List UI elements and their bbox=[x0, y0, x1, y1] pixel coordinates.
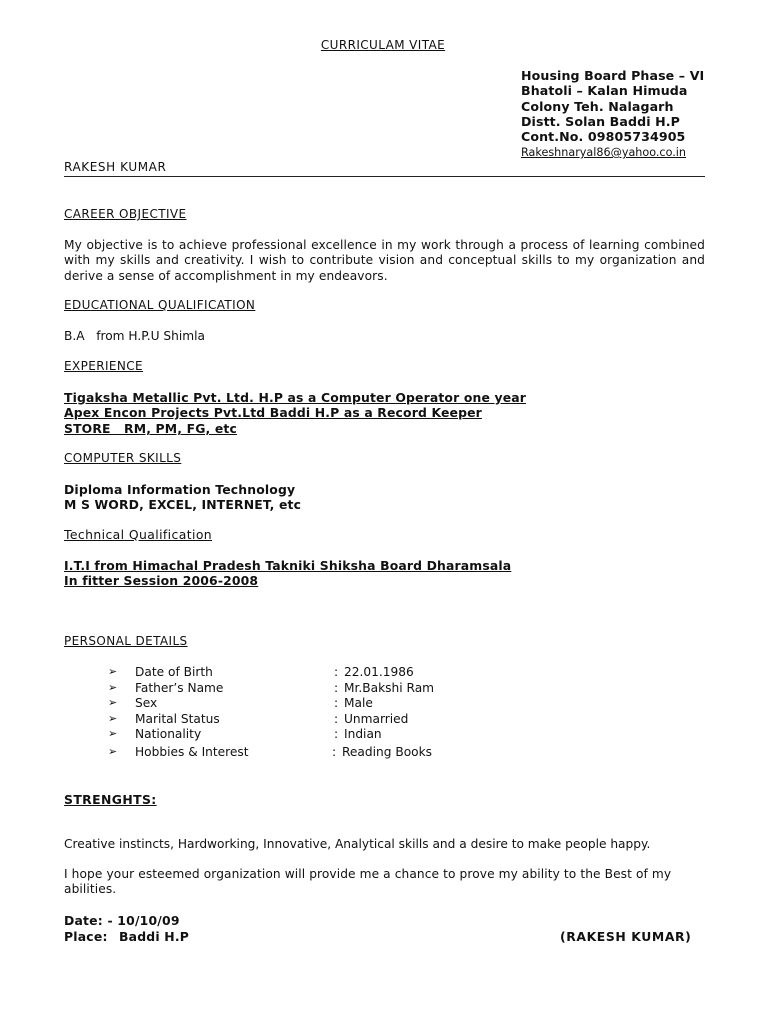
arrow-bullet-icon: ➢ bbox=[108, 665, 118, 678]
detail-label: Sex bbox=[135, 696, 158, 710]
detail-value: Unmarried bbox=[344, 712, 409, 726]
detail-value: 22.01.1986 bbox=[344, 665, 414, 679]
detail-value: Mr.Bakshi Ram bbox=[344, 681, 435, 695]
technical-line-2: In fitter Session 2006-2008 bbox=[64, 573, 259, 588]
closing-statement: I hope your esteemed organization will provide me a chance to prove my ability to the Best of my abilities. bbox=[64, 867, 672, 897]
arrow-bullet-icon: ➢ bbox=[108, 727, 118, 740]
strengths-text: Creative instincts, Hardworking, Innovative, Analytical skills and a desire to make people happy. bbox=[64, 837, 651, 851]
computer-skills-line-1: Diploma Information Technology bbox=[64, 482, 296, 497]
experience-line-1: Tigaksha Metallic Pvt. Ltd. H.P as a Computer Operator one year bbox=[64, 390, 527, 405]
document-title: CURRICULAM VITAE bbox=[320, 38, 446, 52]
detail-label: Marital Status bbox=[135, 712, 220, 726]
experience-line-2: Apex Encon Projects Pvt.Ltd Baddi H.P as a Record Keeper bbox=[64, 405, 482, 420]
place-value: Baddi H.P bbox=[119, 929, 190, 944]
detail-colon: : bbox=[334, 696, 339, 710]
personal-details-heading: PERSONAL DETAILS bbox=[64, 634, 188, 648]
personal-detail-row bbox=[108, 727, 668, 743]
contact-number: Cont.No. 09805734905 bbox=[521, 129, 686, 144]
arrow-bullet-icon: ➢ bbox=[108, 681, 118, 694]
candidate-name: RAKESH KUMAR bbox=[64, 160, 167, 174]
education-heading: EDUCATIONAL QUALIFICATION bbox=[64, 298, 256, 312]
detail-label: Date of Birth bbox=[135, 665, 213, 679]
personal-detail-row bbox=[108, 696, 668, 712]
address-line-2: Bhatoli – Kalan Himuda bbox=[521, 83, 688, 98]
experience-heading: EXPERIENCE bbox=[64, 359, 144, 373]
detail-value: Male bbox=[344, 696, 373, 710]
detail-colon: : bbox=[334, 712, 339, 726]
personal-detail-row bbox=[108, 681, 668, 697]
detail-colon: : bbox=[334, 681, 339, 695]
address-line-3: Colony Teh. Nalagarh bbox=[521, 99, 674, 114]
career-objective-heading: CAREER OBJECTIVE bbox=[64, 207, 187, 221]
personal-detail-row bbox=[108, 665, 668, 681]
detail-label: Nationality bbox=[135, 727, 202, 741]
personal-detail-row bbox=[108, 745, 668, 761]
education-text: B.A from H.P.U Shimla bbox=[64, 329, 205, 343]
career-objective-text: My objective is to achieve professional excellence in my work through a process of learning combined with my skills and creativity. I wish to contribute vision and conceptual skills to my organization and derive a sense of accomplishment in my endeavors. bbox=[64, 238, 705, 283]
detail-colon: : bbox=[334, 665, 339, 679]
detail-value: Reading Books bbox=[342, 745, 433, 759]
strengths-heading: STRENGHTS: bbox=[64, 792, 157, 807]
address-line-1: Housing Board Phase – VI bbox=[521, 68, 705, 83]
arrow-bullet-icon: ➢ bbox=[108, 696, 118, 709]
technical-qualification-heading: Technical Qualification bbox=[64, 527, 213, 542]
arrow-bullet-icon: ➢ bbox=[108, 745, 118, 758]
place-label: Place: bbox=[64, 929, 108, 944]
detail-value: Indian bbox=[344, 727, 382, 741]
signature-name: (RAKESH KUMAR) bbox=[560, 929, 692, 944]
detail-label: Hobbies & Interest bbox=[135, 745, 249, 759]
date-line: Date: - 10/10/09 bbox=[64, 913, 180, 928]
experience-line-3: STORE RM, PM, FG, etc bbox=[64, 421, 237, 436]
computer-skills-line-2: M S WORD, EXCEL, INTERNET, etc bbox=[64, 497, 302, 512]
arrow-bullet-icon: ➢ bbox=[108, 712, 118, 725]
address-line-4: Distt. Solan Baddi H.P bbox=[521, 114, 680, 129]
personal-detail-row bbox=[108, 712, 668, 728]
computer-skills-heading: COMPUTER SKILLS bbox=[64, 451, 182, 465]
header-divider bbox=[64, 176, 705, 177]
detail-colon: : bbox=[334, 727, 339, 741]
detail-colon: : bbox=[332, 745, 337, 759]
email-link[interactable]: Rakeshnaryal86@yahoo.co.in bbox=[521, 146, 686, 159]
detail-label: Father’s Name bbox=[135, 681, 224, 695]
technical-line-1: I.T.I from Himachal Pradesh Takniki Shiksha Board Dharamsala bbox=[64, 558, 512, 573]
